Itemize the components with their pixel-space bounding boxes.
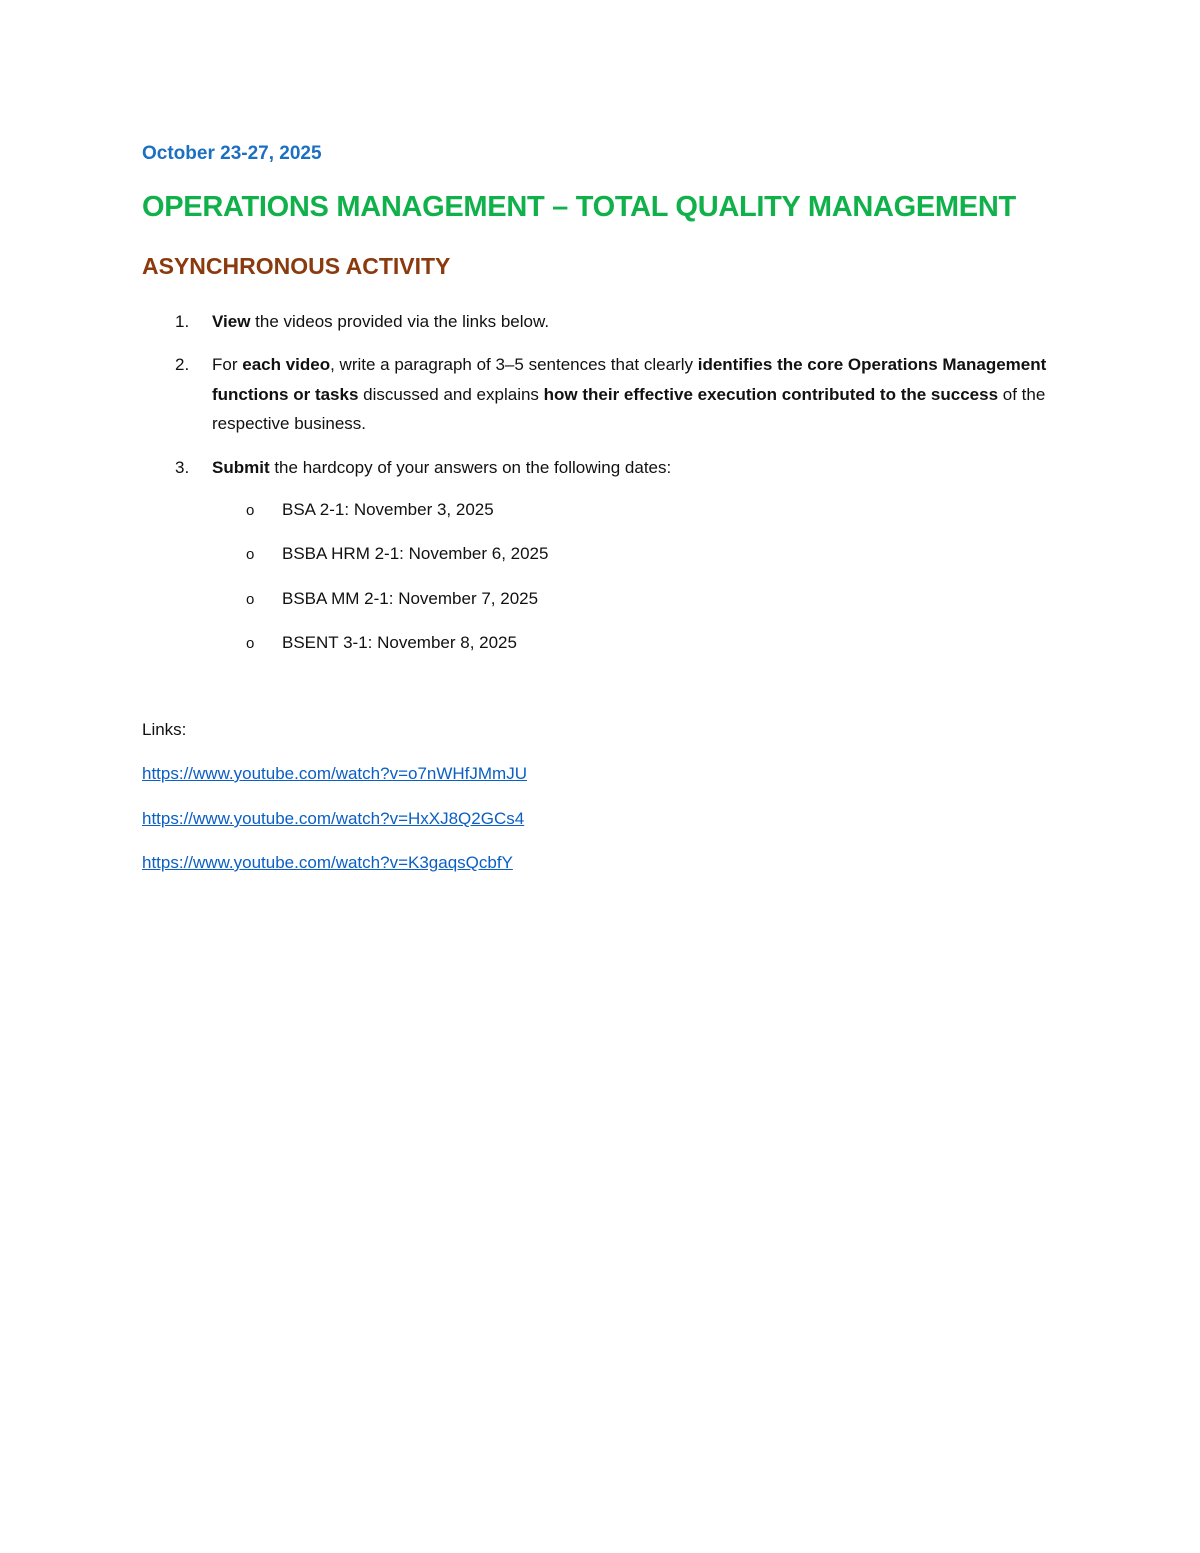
step-number: 2. [175,355,190,374]
step-bold-text: Submit [212,458,270,477]
schedule-item [246,542,548,567]
instruction-step-3 [142,453,1072,483]
date-heading: October 23-27, 2025 [142,143,322,164]
schedule-item [246,587,538,612]
step-number: 3. [175,458,190,477]
bullet-marker: o [246,591,255,608]
step-bold-text: how their effective execution contributed to the success [543,384,999,404]
step-bold-text: View [212,312,251,331]
schedule-text: BSBA HRM 2-1: November 6, 2025 [282,544,549,563]
video-link-2[interactable]: https://www.youtube.com/watch?v=HxXJ8Q2GCs4 [142,809,525,828]
schedule-text: BSBA MM 2-1: November 7, 2025 [282,589,539,608]
schedule-item [246,631,517,656]
step-text: , write a paragraph of 3–5 sentences that clearly [330,355,698,374]
instruction-step-2 [142,350,1072,439]
step-text: For [212,355,243,374]
bullet-marker: o [246,502,255,519]
instruction-step-1 [142,307,1072,337]
schedule-item [246,498,494,523]
step-bold-text: identifies the core Operations Management functions or tasks [212,355,1047,404]
bullet-marker: o [246,635,255,652]
video-link-1[interactable]: https://www.youtube.com/watch?v=o7nWHfJMmJU [142,764,527,783]
step-text: of the respective business. [212,384,1046,433]
page-title: OPERATIONS MANAGEMENT – TOTAL QUALITY MANAGEMENT [142,191,1016,223]
step-text: discussed and explains [358,384,544,404]
schedule-text: BSA 2-1: November 3, 2025 [282,500,494,519]
step-text: the videos provided via the links below. [250,312,550,331]
step-text: the hardcopy of your answers on the following dates: [269,458,672,477]
links-label: Links: [142,720,187,739]
bullet-marker: o [246,546,255,563]
video-link-3[interactable]: https://www.youtube.com/watch?v=K3gaqsQcbfY [142,853,513,872]
schedule-text: BSENT 3-1: November 8, 2025 [282,633,517,652]
activity-heading: ASYNCHRONOUS ACTIVITY [142,253,451,279]
step-bold-text: each video [242,355,331,374]
step-number: 1. [175,312,190,331]
